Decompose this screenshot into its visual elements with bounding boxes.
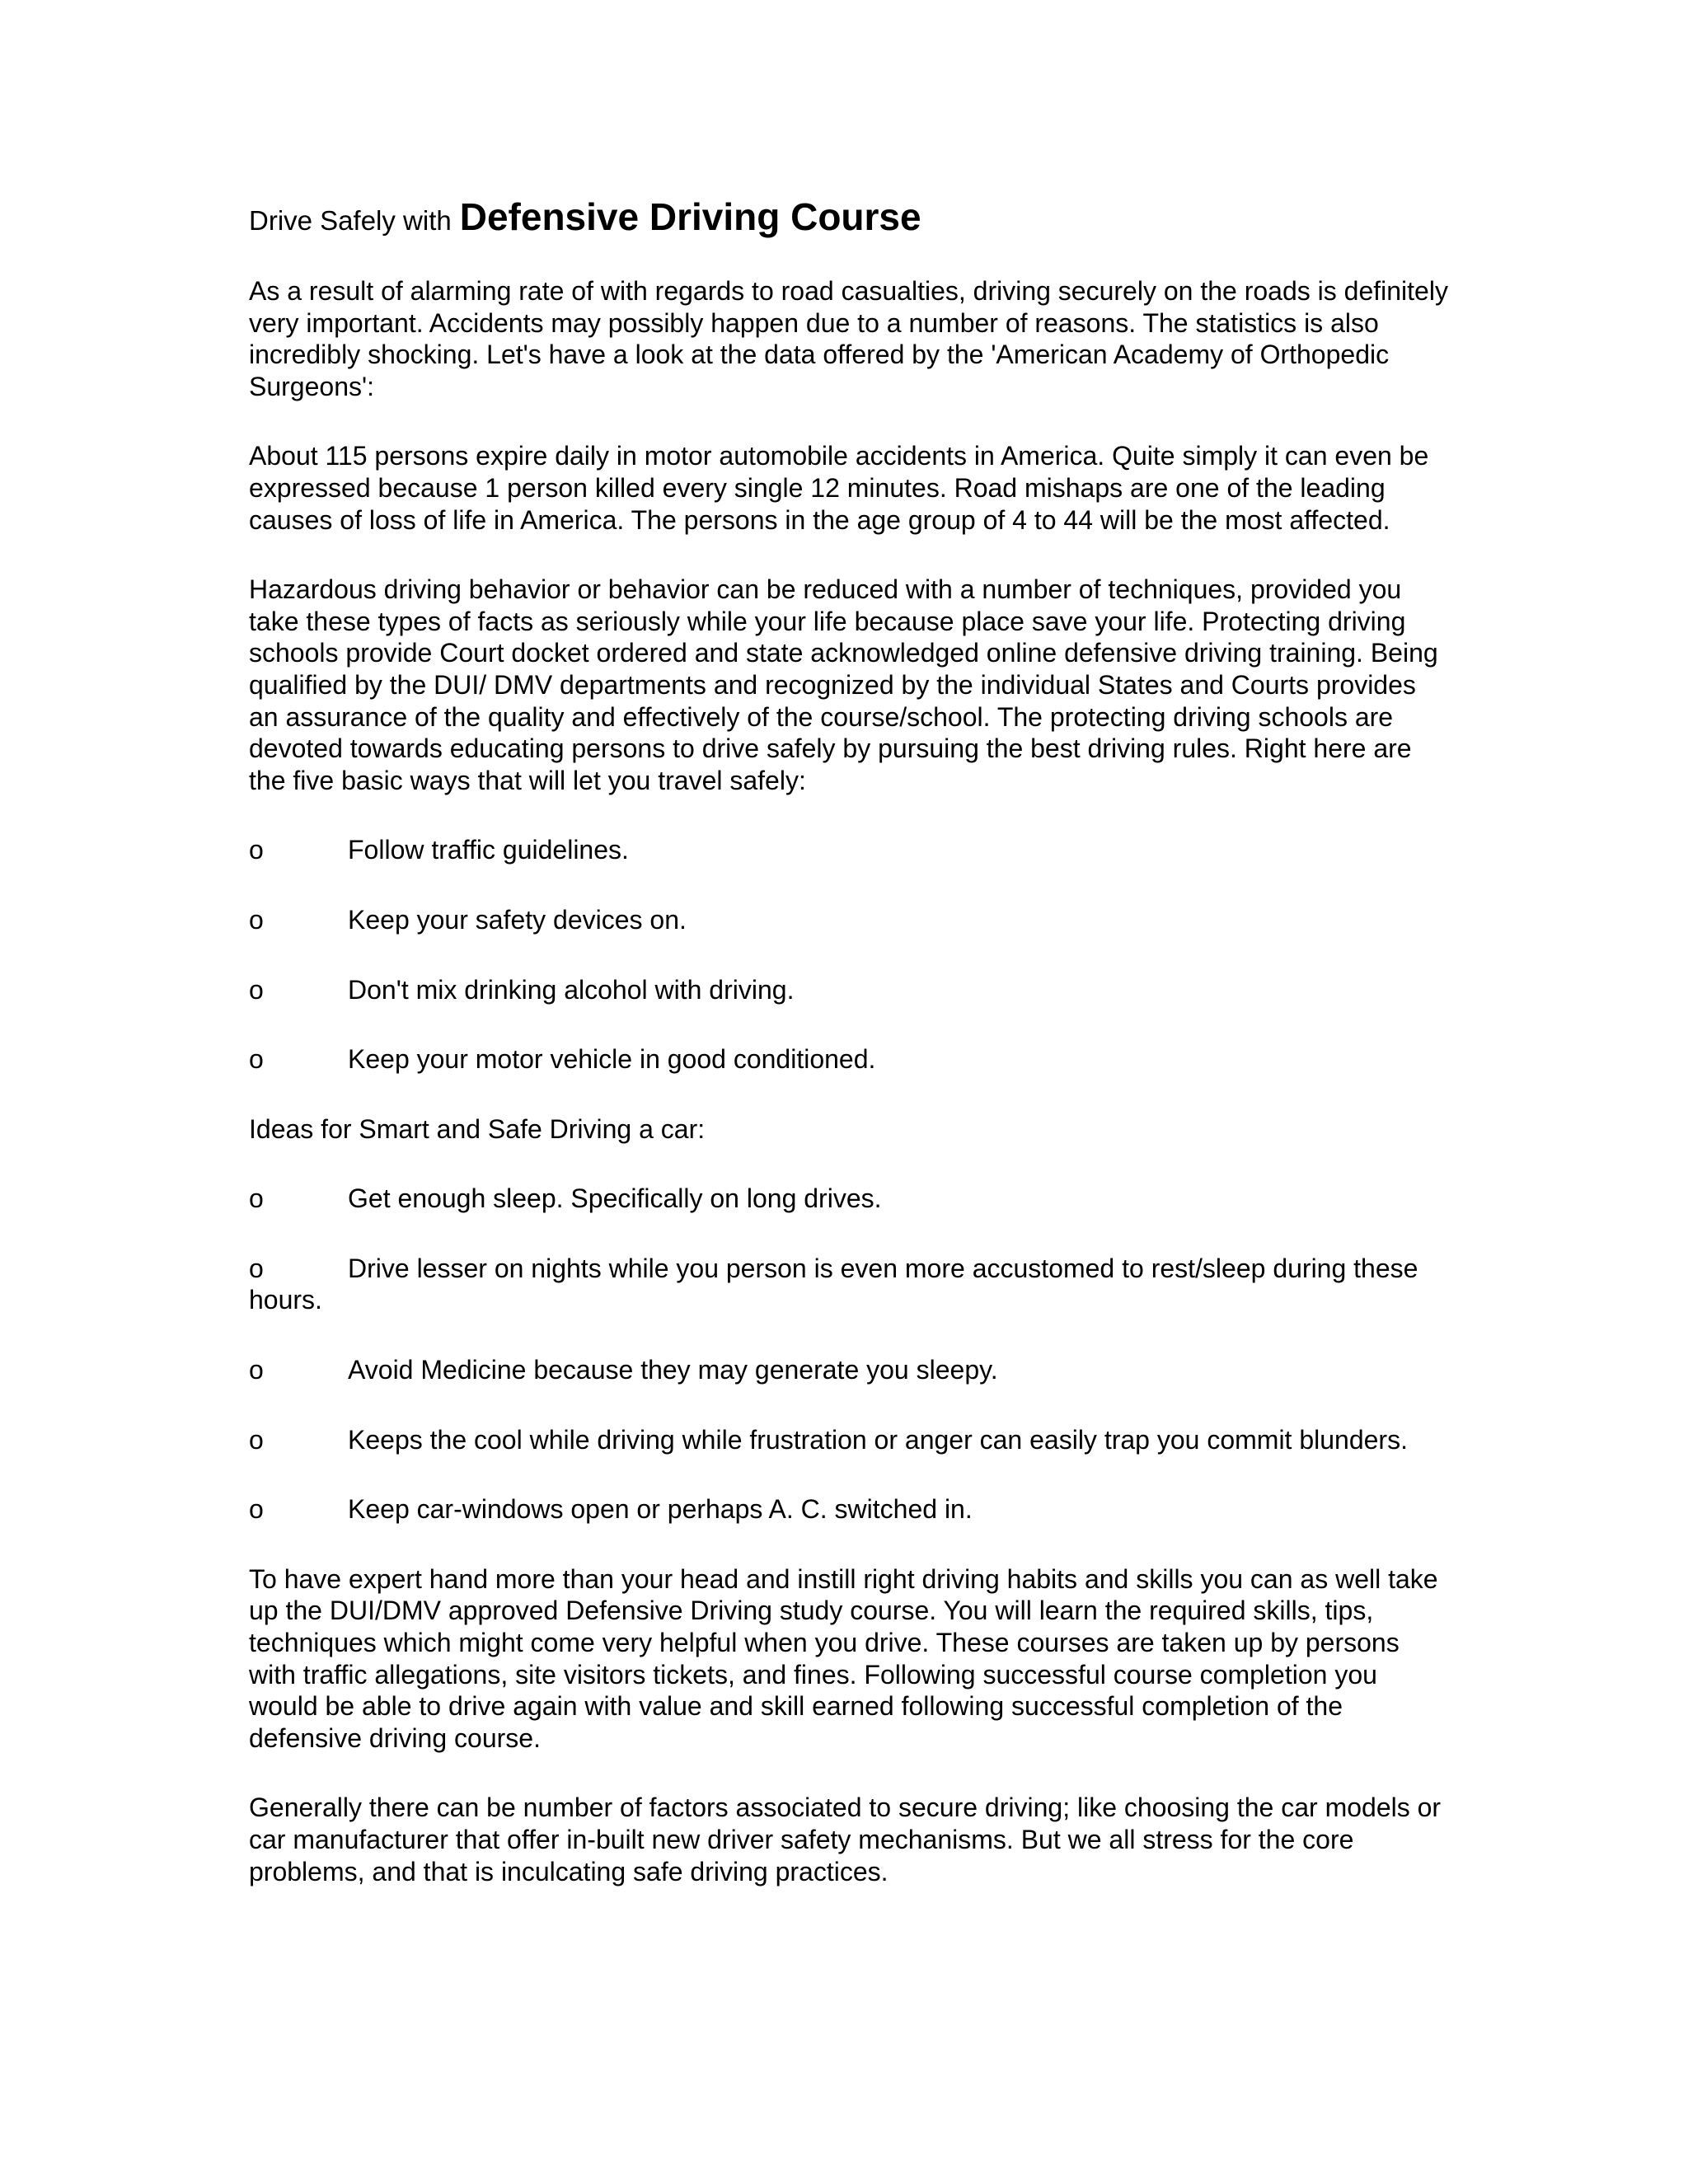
- bullet-marker: o: [249, 1044, 264, 1075]
- bullet-marker: o: [249, 1183, 264, 1214]
- paragraph-conclusion: Generally there can be number of factors associated to secure driving; like choosing the car models or car manufacturer that offer in-built new driver safety mechanisms. But we all stress for the core problems, and that is inculcating safe driving practices.: [249, 1793, 1442, 1886]
- list-item-text: Keeps the cool while driving while frustration or anger can easily trap you commit blunders.: [348, 1424, 1408, 1455]
- paragraph-statistics: About 115 persons expire daily in motor automobile accidents in America. Quite simply it can even be expressed because 1 person killed every single 12 minutes. Road mishaps are one of the leading causes of loss of life in America. The persons in the age group of 4 to 44 will be the most affected.: [249, 441, 1429, 535]
- list-item: [249, 1354, 1452, 1386]
- list-item: [249, 1043, 1452, 1076]
- document-page: [249, 195, 1452, 1925]
- list-item-text: Don't mix drinking alcohol with driving.: [348, 974, 795, 1005]
- title-prefix: Drive Safely with: [249, 205, 452, 236]
- list-item-text: Keep car-windows open or perhaps A. C. switched in.: [348, 1494, 973, 1525]
- bullet-marker: o: [249, 904, 264, 935]
- list-item-text: Follow traffic guidelines.: [348, 835, 629, 865]
- paragraph-intro: As a result of alarming rate of with regards to road casualties, driving securely on the roads is definitely very important. Accidents may possibly happen due to a number of reasons. The statistics is also incredibly shocking. Let's have a look at the data offered by the 'American Academy of Orthopedic Surgeons':: [249, 276, 1448, 401]
- list-item: [249, 1424, 1452, 1456]
- paragraph-techniques: Hazardous driving behavior or behavior can be reduced with a number of techniques, provided you take these types of facts as seriously while your life because place save your life. Protecting driving schools provide Court docket ordered and state acknowledged online defensive driving training. Being qualified by the DUI/ DMV departments and recognized by the individual States and Courts provides an assurance of the quality and effectively of the course/school. The protecting driving schools are devoted towards educating persons to drive safely by pursuing the best driving rules. Right here are the five basic ways that will let you travel safely:: [249, 574, 1438, 795]
- title-main: Defensive Driving Course: [459, 195, 921, 238]
- bullet-marker: o: [249, 1355, 264, 1385]
- paragraph-course: To have expert hand more than your head and instill right driving habits and skills you can as well take up the DUI/DMV approved Defensive Driving study course. You will learn the required skills, tips, techniques which might come very helpful when you drive. These courses are taken up by persons with traffic allegations, site visitors tickets, and fines. Following successful course completion you would be able to drive again with value and skill earned following successful completion of the defensive driving course.: [249, 1563, 1438, 1753]
- list-item: [249, 1493, 1452, 1526]
- bullet-marker: o: [249, 974, 264, 1005]
- document-title: [249, 195, 1452, 238]
- ideas-heading: Ideas for Smart and Safe Driving a car:: [249, 1113, 706, 1144]
- list-item-text: Keep your motor vehicle in good conditioned.: [348, 1044, 876, 1075]
- list-item-text: Get enough sleep. Specifically on long drives.: [348, 1183, 882, 1214]
- list-item: [249, 904, 1452, 936]
- list-item: [249, 1253, 1452, 1316]
- bullet-marker: o: [249, 835, 264, 865]
- bullet-marker: o: [249, 1424, 264, 1455]
- list-item: [249, 1183, 1452, 1215]
- list-item-text: Drive lesser on nights while you person is even more accustomed to rest/sleep during these hours.: [249, 1253, 1418, 1315]
- bullet-marker: o: [249, 1253, 264, 1283]
- list-item: [249, 834, 1452, 866]
- list-item-text: Avoid Medicine because they may generate you sleepy.: [348, 1355, 998, 1385]
- bullet-marker: o: [249, 1494, 264, 1525]
- list-item-text: Keep your safety devices on.: [348, 904, 687, 935]
- list-item: [249, 974, 1452, 1006]
